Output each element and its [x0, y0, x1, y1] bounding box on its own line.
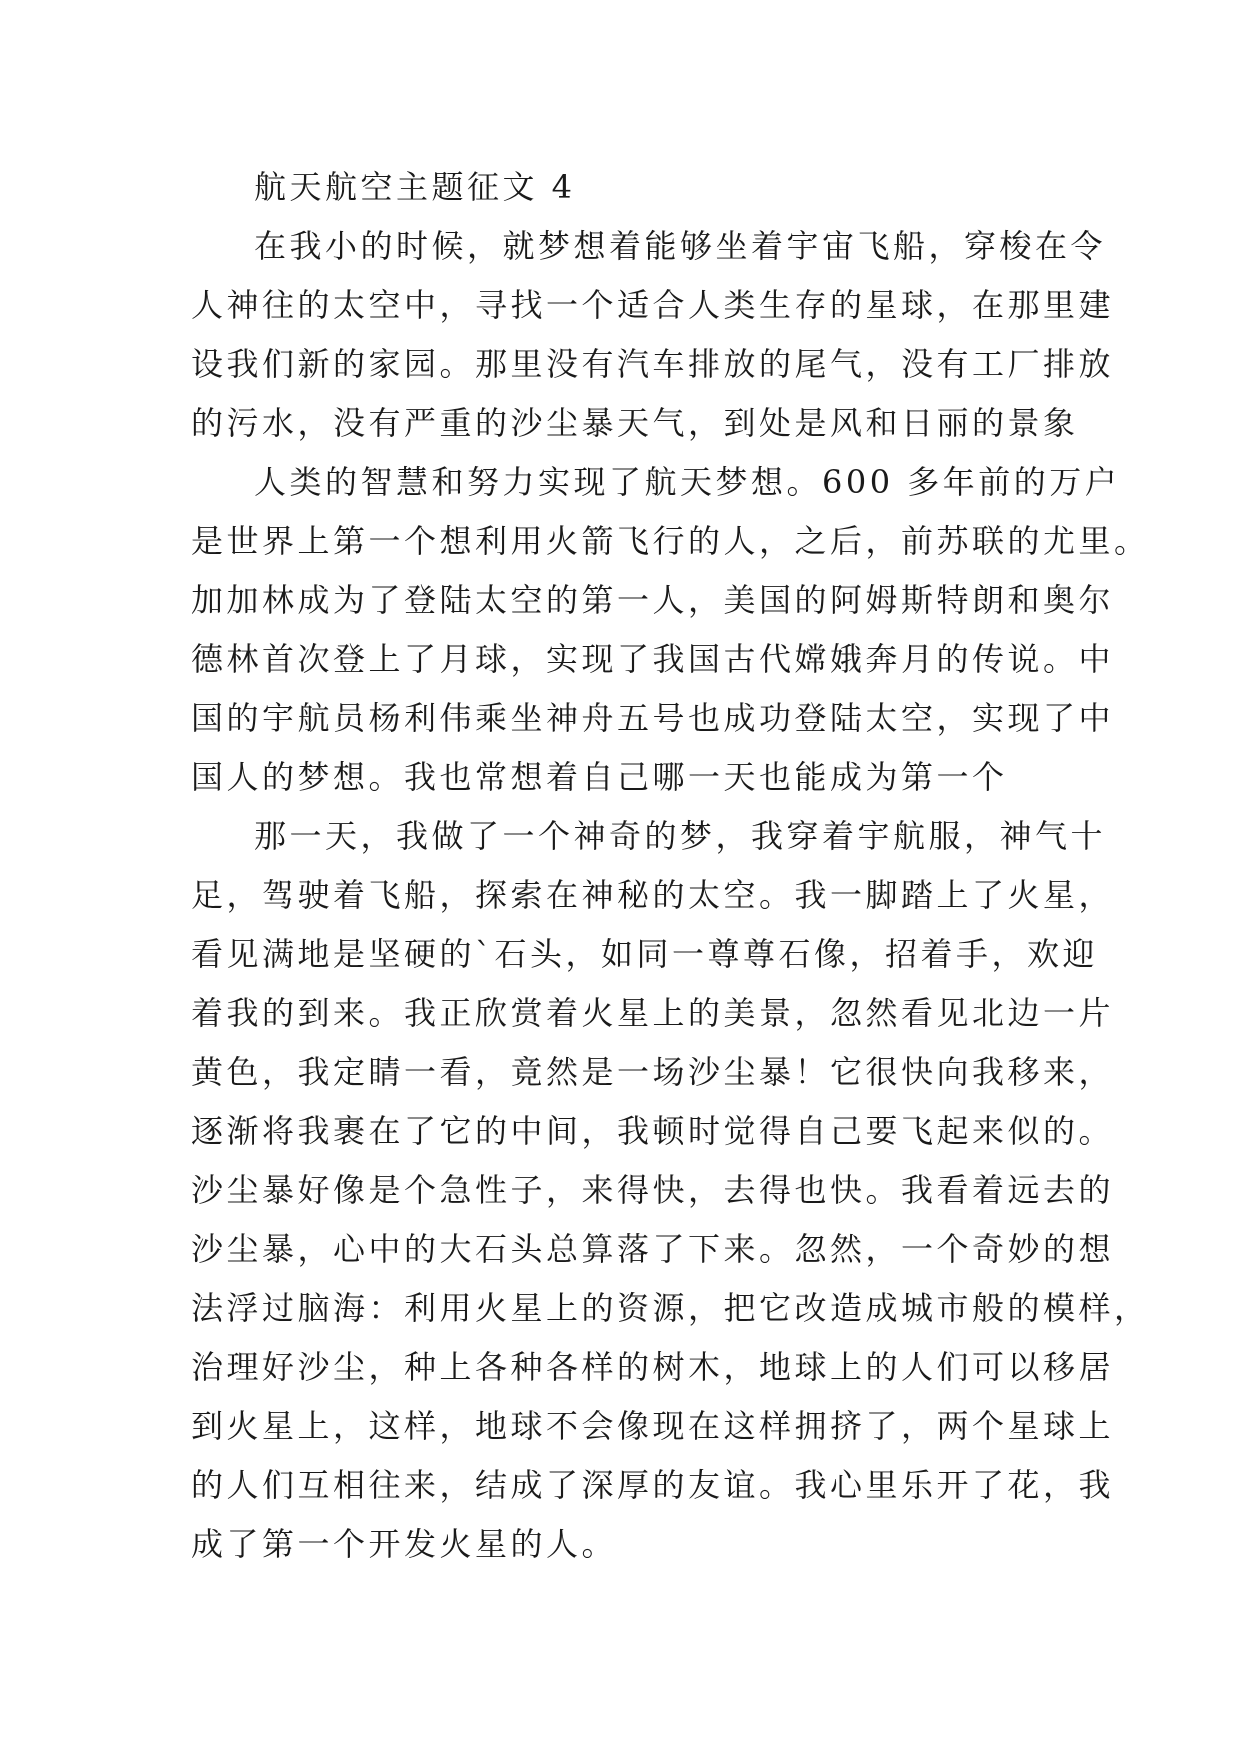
paragraph-line: 那一天，我做了一个神奇的梦，我穿着宇航服，神气十: [254, 817, 1107, 855]
paragraph-line: 的污水，没有严重的沙尘暴天气，到处是风和日丽的景象: [191, 404, 1079, 442]
paragraph-line: 逐渐将我裹在了它的中间，我顿时觉得自己要飞起来似的。: [191, 1112, 1115, 1150]
paragraph-3: [191, 807, 1150, 1574]
paragraph-line: 沙尘暴好像是个急性子，来得快，去得也快。我看着远去的: [191, 1171, 1115, 1209]
paragraph-line: 的人们互相往来，结成了深厚的友谊。我心里乐开了花，我: [191, 1466, 1115, 1504]
paragraph-line: 治理好沙尘，种上各种各样的树木，地球上的人们可以移居: [191, 1348, 1115, 1386]
paragraph-line: 设我们新的家园。那里没有汽车排放的尾气，没有工厂排放: [191, 345, 1115, 383]
paragraph-line: 成了第一个开发火星的人。: [191, 1525, 618, 1563]
paragraph-line: 国人的梦想。我也常想着自己哪一天也能成为第一个: [191, 758, 1008, 796]
paragraph-line: 看见满地是坚硬的`石头，如同一尊尊石像，招着手，欢迎: [191, 935, 1099, 973]
paragraph-1: [191, 217, 1115, 453]
paragraph-line: 沙尘暴，心中的大石头总算落了下来。忽然，一个奇妙的想: [191, 1230, 1115, 1268]
paragraph-line: 人神往的太空中，寻找一个适合人类生存的星球，在那里建: [191, 286, 1115, 324]
paragraph-line: 加加林成为了登陆太空的第一人，美国的阿姆斯特朗和奥尔: [191, 581, 1115, 619]
paragraph-line: 是世界上第一个想利用火箭飞行的人，之后，前苏联的尤里。: [191, 522, 1150, 560]
paragraph-line: 到火星上，这样，地球不会像现在这样拥挤了，两个星球上: [191, 1407, 1115, 1445]
paragraph-line: 黄色，我定睛一看，竟然是一场沙尘暴！它很快向我移来，: [191, 1053, 1115, 1091]
document-title: 航天航空主题征文 4: [254, 168, 576, 206]
paragraph-line: 着我的到来。我正欣赏着火星上的美景，忽然看见北边一片: [191, 994, 1115, 1032]
paragraph-line: 德林首次登上了月球，实现了我国古代嫦娥奔月的传说。中: [191, 640, 1115, 678]
paragraph-line: 人类的智慧和努力实现了航天梦想。600 多年前的万户: [254, 463, 1121, 501]
paragraph-line: 法浮过脑海：利用火星上的资源，把它改造成城市般的模样，: [191, 1289, 1150, 1327]
paragraph-2: [191, 453, 1150, 807]
paragraph-line: 足，驾驶着飞船，探索在神秘的太空。我一脚踏上了火星，: [191, 876, 1115, 914]
paragraph-line: 国的宇航员杨利伟乘坐神舟五号也成功登陆太空，实现了中: [191, 699, 1115, 737]
paragraph-line: 在我小的时候，就梦想着能够坐着宇宙飞船，穿梭在令: [254, 227, 1107, 265]
